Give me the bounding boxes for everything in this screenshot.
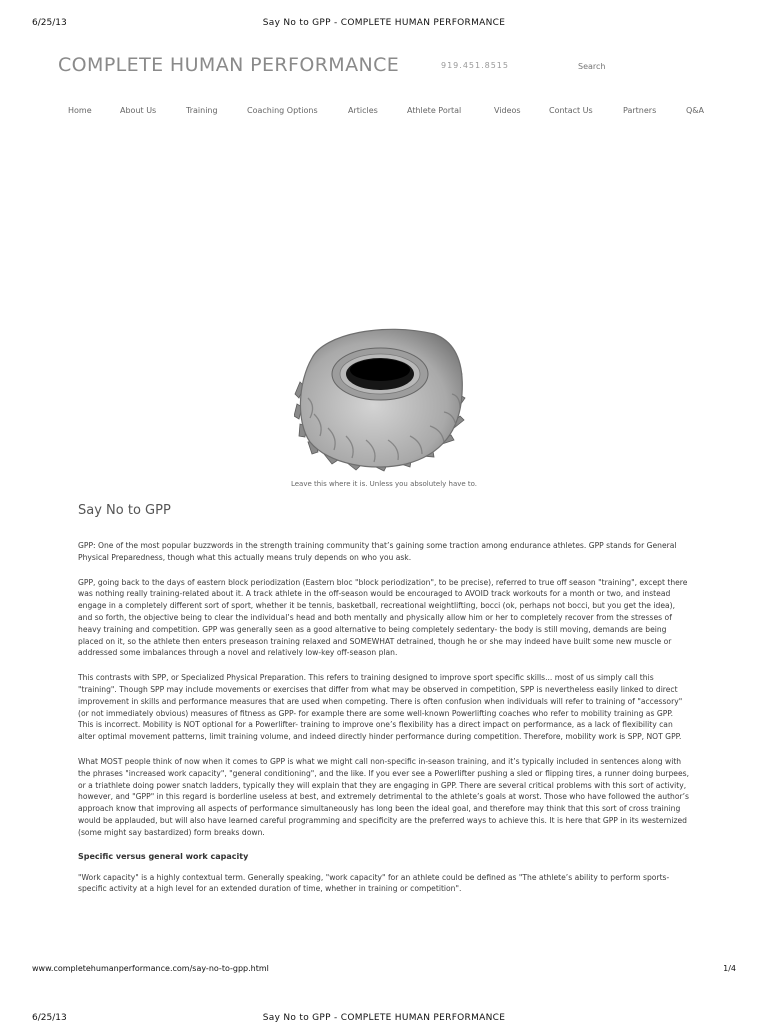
article-subheading: Specific versus general work capacity bbox=[78, 851, 249, 861]
main-nav bbox=[0, 106, 768, 120]
site-logo-text[interactable]: COMPLETE HUMAN PERFORMANCE bbox=[58, 54, 400, 76]
print-title: Say No to GPP - COMPLETE HUMAN PERFORMANCE bbox=[262, 18, 506, 28]
nav-about-us[interactable]: About Us bbox=[120, 106, 157, 115]
tire-image bbox=[294, 324, 466, 472]
search-input[interactable] bbox=[574, 58, 662, 74]
nav-coaching-options[interactable]: Coaching Options bbox=[247, 106, 318, 115]
article-paragraph: "Work capacity" is a highly contextual term. Generally speaking, "work capacity" for an athlete could be defined as "The athlete’s ability to perform sports-specific activity at a high level for an extended duration of time, whether in training or competition". bbox=[78, 872, 670, 894]
nav-contact-us[interactable]: Contact Us bbox=[549, 106, 593, 115]
article-paragraph: What MOST people think of now when it comes to GPP is what we might call non-specific in-season training, and it’s typically included in sentences along with the phrases "increased work capacity", "general conditioning", and the like. If you ever see a Powerlifter pushing a sled or flipping tires, a runner doing burpees, or a triathlete doing power snatch ladders, typically they will explain that they are engaging in GPP. There are several critical problems with this sort of activity, however, and "GPP" in this regard is borderline useless at best, and extremely detrimental to the athlete’s goals at worst. Those who have followed the author’s approach know that improving all aspects of performance simultaneously has long been the ideal goal, and therefore may think that this sort of cross training would be applauded, but will also have learned careful programming and specificity are the preferred ways to achieve this. It is here that GPP in its westernized (some might say bastardized) form breaks down. bbox=[78, 756, 690, 837]
page-number: 1/4 bbox=[723, 964, 736, 973]
nav-qa[interactable]: Q&A bbox=[686, 106, 705, 115]
nav-partners[interactable]: Partners bbox=[623, 106, 657, 115]
article-body bbox=[78, 503, 690, 908]
article-title: Say No to GPP bbox=[78, 503, 171, 518]
article-paragraph: This contrasts with SPP, or Specialized Physical Preparation. This refers to training designed to improve sport specific skills... most of us simply call this "training". Though SPP may include movements or exercises that differ from what may be observed in competition, SPP is nevertheless easily linked to direct improvement in skills and performance measures that are used when competing. There is often confusion when individuals will refer to training of "accessory" (or not immediately obvious) measures of fitness as GPP- for example there are some well-known Powerlifting coaches who refer to mobility training as GPP. This is incorrect. Mobility is NOT optional for a Powerlifter- training to improve one’s flexibility has a direct impact on performance, as a lack of flexibility can alter optimal movement patterns, limit training volume, and indeed directly hinder performance during competition. Therefore, mobility work is SPP, NOT GPP. bbox=[78, 673, 683, 742]
print-date: 6/25/13 bbox=[32, 1013, 67, 1023]
article-paragraph: GPP: One of the most popular buzzwords in the strength training community that’s gaining some traction among endurance athletes. GPP stands for General Physical Preparedness, though what this actually means truly depends on who you ask. bbox=[78, 541, 677, 562]
nav-training[interactable]: Training bbox=[186, 106, 218, 115]
print-date: 6/25/13 bbox=[32, 18, 67, 28]
nav-athlete-portal[interactable]: Athlete Portal bbox=[407, 106, 462, 115]
nav-home[interactable]: Home bbox=[68, 106, 92, 115]
article-paragraph: GPP, going back to the days of eastern block periodization (Eastern bloc "block periodization", to be precise), referred to true off season "training", except there was nothing really training-related about it. A track athlete in the off-season would be encouraged to AVOID track workouts for a month or two, and instead engage in a completely different sort of sport, whether it be tennis, basketball, recreational weightlifting, bocci (ok, perhaps not bocci, but you get the idea), and so forth, the objective being to clear the individual’s head and both mentally and physically allow him or her to completely recover from the stresses of heavy training and competition. GPP was generally seen as a good alternative to being completely sedentary- the body is still moving, demands are being placed on it, so the athlete then enters preseason training relaxed and SOMEWHAT detrained, though he or she may indeed have built some new muscle or addressed some imbalances through a novel and relatively low-key off-season plan. bbox=[78, 577, 688, 658]
phone-number: 919.451.8515 bbox=[441, 61, 509, 70]
nav-videos[interactable]: Videos bbox=[494, 106, 521, 115]
image-caption: Leave this where it is. Unless you absolutely have to. bbox=[290, 480, 478, 488]
print-title: Say No to GPP - COMPLETE HUMAN PERFORMANCE bbox=[262, 1013, 506, 1023]
page-url: www.completehumanperformance.com/say-no-to-gpp.html bbox=[32, 964, 269, 973]
nav-articles[interactable]: Articles bbox=[348, 106, 378, 115]
